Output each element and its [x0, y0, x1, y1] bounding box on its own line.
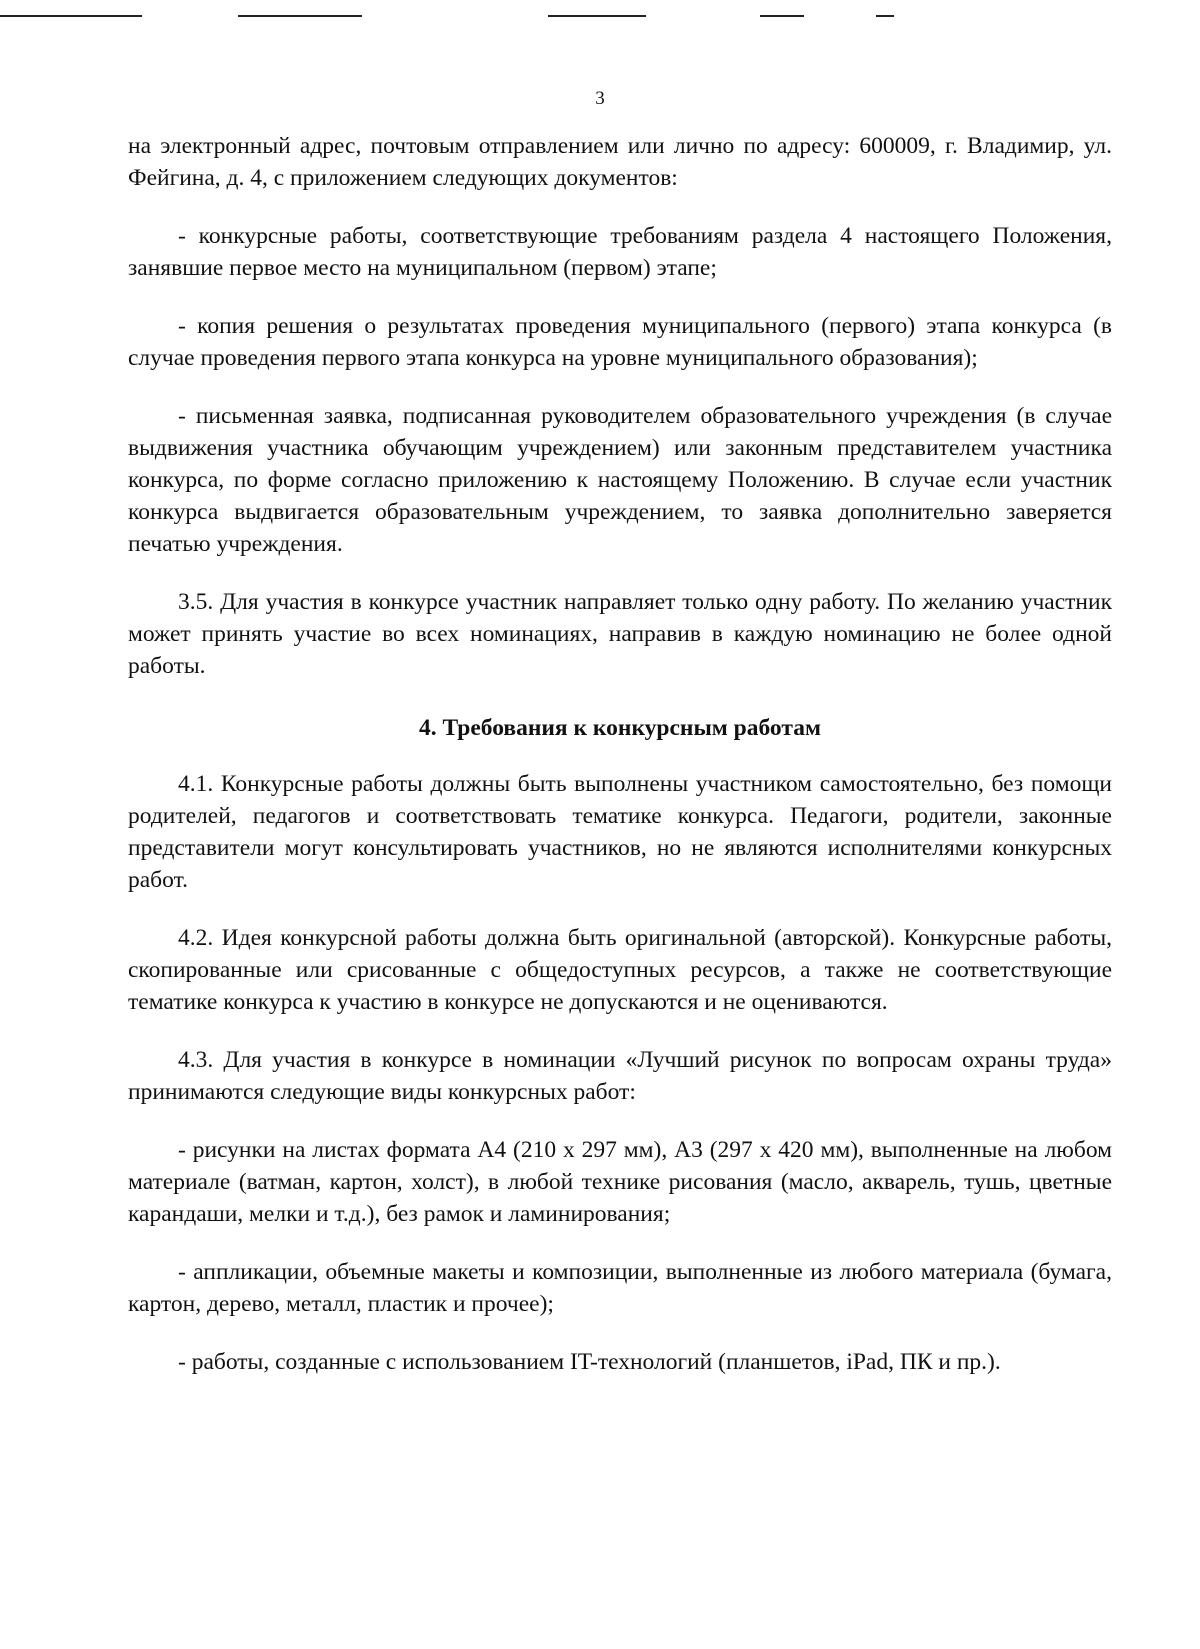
clause-3-5: 3.5. Для участия в конкурсе участник направляет только одну работу. По желанию участник может принять участие во всех номинациях, направив в каждую номинацию не более одной работы. [128, 589, 1112, 679]
paragraph-address: на электронный адрес, почтовым отправлением или лично по адресу: 600009, г. Владимир, ул. Фейгина, д. 4, с приложением следующих документов: [128, 133, 1112, 191]
scan-edge-rule-1 [0, 15, 142, 17]
list-item-written-application: - письменная заявка, подписанная руководителем образовательного учреждения (в случае выдвижения участника обучающим учреждением) или законным представителем участника конкурса, по форме согласно приложению к настоящему Положению. В случае если участник конкурса выдвигается образовательным учреждением, то заявка дополнительно заверяется печатью учреждения. [128, 403, 1112, 557]
clause-4-2: 4.2. Идея конкурсной работы должна быть оригинальной (авторской). Конкурсные работы, скопированные или срисованные с общедоступных ресурсов, а также не соответствующие тематике конкурса к участию в конкурсе не допускаются и не оцениваются. [128, 925, 1112, 1015]
list-item-applications: - аппликации, объемные макеты и композиции, выполненные из любого материала (бумага, картон, дерево, металл, пластик и прочее); [128, 1259, 1112, 1317]
scan-edge-rule-5 [876, 15, 894, 17]
clause-4-3: 4.3. Для участия в конкурсе в номинации «Лучший рисунок по вопросам охраны труда» принимаются следующие виды конкурсных работ: [128, 1047, 1112, 1105]
list-item-competition-works: - конкурсные работы, соответствующие требованиям раздела 4 настоящего Положения, занявшие первое место на муниципальном (первом) этапе; [128, 223, 1112, 281]
list-item-it-works: - работы, созданные с использованием IT-технологий (планшетов, iPad, ПК и пр.). [178, 1349, 1001, 1375]
page-number: 3 [595, 88, 605, 109]
list-item-drawings: - рисунки на листах формата А4 (210 х 297 мм), А3 (297 х 420 мм), выполненные на любом материале (ватман, картон, холст), в любой технике рисования (масло, акварель, тушь, цветные карандаши, мелки и т.д.), без рамок и ламинирования; [128, 1137, 1112, 1227]
document-body [128, 130, 1112, 1378]
scan-edge-rule-2 [238, 15, 362, 17]
scan-edge-rule-3 [548, 15, 646, 17]
section-heading-4: 4. Требования к конкурсным работам [419, 715, 821, 741]
clause-4-1: 4.1. Конкурсные работы должны быть выполнены участником самостоятельно, без помощи родителей, педагогов и соответствовать тематике конкурса. Педагоги, родители, законные представители могут консультировать участников, но не являются исполнителями конкурсных работ. [128, 771, 1112, 893]
scan-edge-rule-4 [760, 15, 804, 17]
list-item-decision-copy: - копия решения о результатах проведения муниципального (первого) этапа конкурса (в случае проведения первого этапа конкурса на уровне муниципального образования); [128, 313, 1112, 371]
